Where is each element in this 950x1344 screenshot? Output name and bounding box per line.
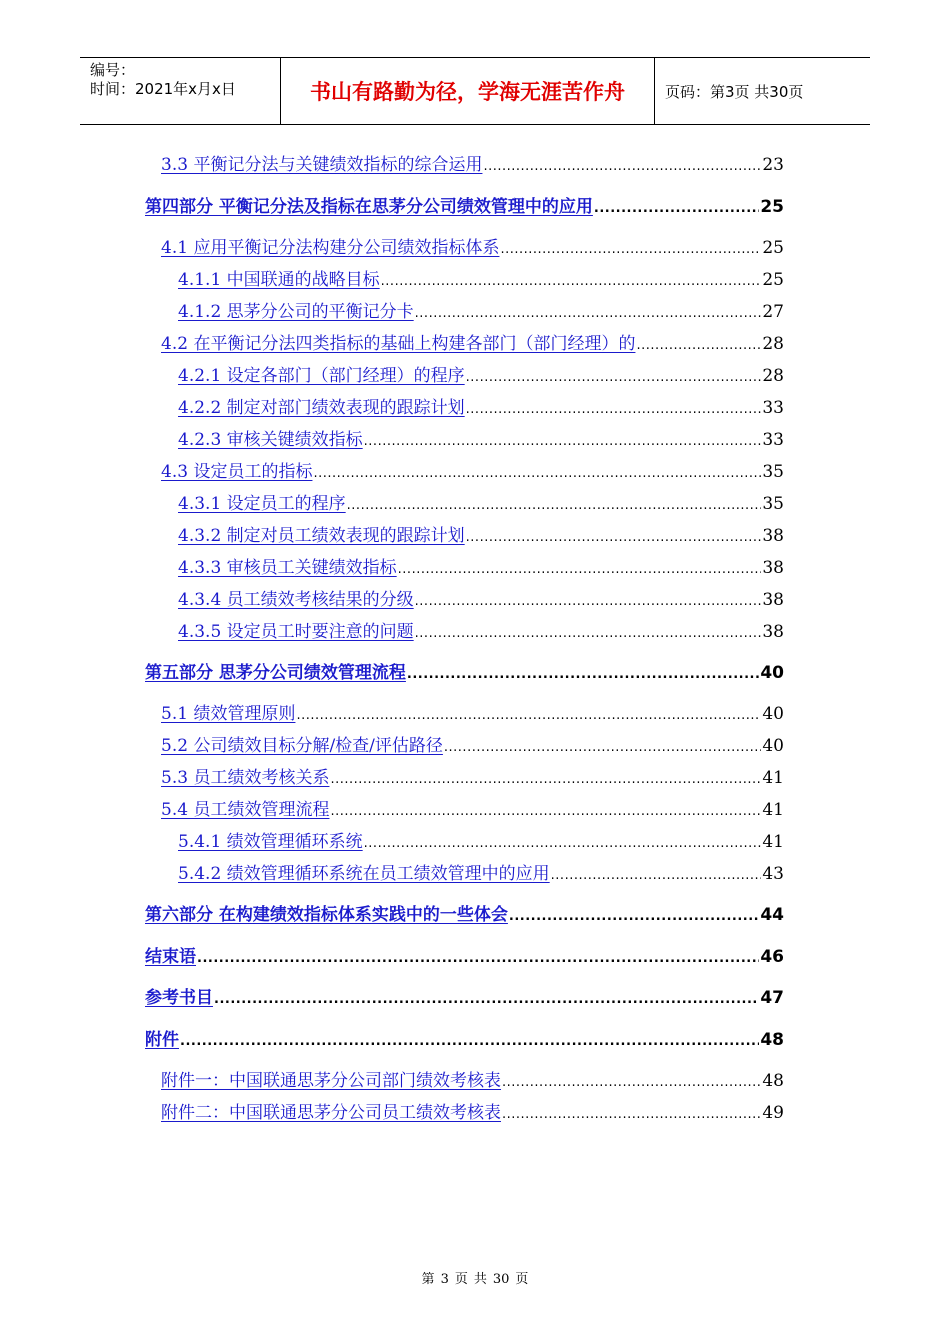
toc-entry[interactable] xyxy=(145,987,784,1011)
toc-dot-leader xyxy=(415,303,762,325)
toc-entry[interactable] xyxy=(178,493,784,517)
toc-dot-leader xyxy=(509,906,759,928)
toc-dot-leader xyxy=(347,495,762,517)
toc-entry[interactable] xyxy=(161,154,784,178)
toc-entry-page: 49 xyxy=(762,1103,784,1123)
toc-dot-leader xyxy=(500,239,761,261)
toc-entry-title[interactable]: 4.3.1 设定员工的程序 xyxy=(178,494,346,514)
number-label: 编号： xyxy=(90,61,136,79)
toc-entry-page: 28 xyxy=(762,366,784,386)
toc-dot-leader xyxy=(415,591,762,613)
toc-dot-leader xyxy=(364,431,762,453)
toc-entry-title[interactable]: 5.4.1 绩效管理循环系统 xyxy=(178,832,363,852)
toc-entry[interactable] xyxy=(161,1102,784,1126)
toc-entry-title[interactable]: 4.2.1 设定各部门（部门经理）的程序 xyxy=(178,366,465,386)
footer-suffix: 页 xyxy=(515,1272,529,1287)
toc-entry-title[interactable]: 4.3.3 审核员工关键绩效指标 xyxy=(178,558,397,578)
toc-dot-leader xyxy=(407,664,759,686)
toc-entry-title[interactable]: 附件 xyxy=(145,1030,179,1050)
toc-entry-title[interactable]: 附件二：中国联通思茅分公司员工绩效考核表 xyxy=(161,1103,501,1123)
toc-entry-title[interactable]: 结束语 xyxy=(145,947,196,967)
toc-dot-leader xyxy=(483,156,761,178)
toc-entry-page: 48 xyxy=(762,1071,784,1091)
toc-dot-leader xyxy=(551,865,762,887)
toc-entry[interactable] xyxy=(161,333,784,357)
toc-entry-page: 35 xyxy=(762,494,784,514)
toc-entry-title[interactable]: 4.1.2 思茅分公司的平衡记分卡 xyxy=(178,302,414,322)
toc-entry-page: 25 xyxy=(762,238,784,258)
toc-entry-title[interactable]: 4.3.2 制定对员工绩效表现的跟踪计划 xyxy=(178,526,465,546)
toc-entry[interactable] xyxy=(161,799,784,823)
toc-entry[interactable] xyxy=(161,735,784,759)
toc-entry-title[interactable]: 第六部分 在构建绩效指标体系实践中的一些体会 xyxy=(145,905,508,925)
toc-entry-title[interactable]: 3.3 平衡记分法与关键绩效指标的综合运用 xyxy=(161,155,483,175)
toc-entry-title[interactable]: 4.3.4 员工绩效考核结果的分级 xyxy=(178,590,414,610)
toc-dot-leader xyxy=(296,705,761,727)
document-header xyxy=(80,57,870,125)
toc-entry-page: 40 xyxy=(762,736,784,756)
toc-entry-title[interactable]: 第四部分 平衡记分法及指标在思茅分公司绩效管理中的应用 xyxy=(145,197,593,217)
toc-entry[interactable] xyxy=(178,301,784,325)
toc-entry[interactable] xyxy=(178,589,784,613)
toc-entry-page: 48 xyxy=(760,1030,784,1050)
toc-entry-title[interactable]: 第五部分 思茅分公司绩效管理流程 xyxy=(145,663,406,683)
toc-entry-page: 35 xyxy=(762,462,784,482)
toc-entry[interactable] xyxy=(178,397,784,421)
toc-entry[interactable] xyxy=(178,863,784,887)
toc-entry-title[interactable]: 5.3 员工绩效考核关系 xyxy=(161,768,330,788)
toc-dot-leader xyxy=(466,399,762,421)
toc-entry-page: 41 xyxy=(762,800,784,820)
toc-entry-title[interactable]: 4.1.1 中国联通的战略目标 xyxy=(178,270,380,290)
toc-entry-page: 33 xyxy=(762,430,784,450)
toc-entry-title[interactable]: 5.1 绩效管理原则 xyxy=(161,704,296,724)
footer-mid1: 页 xyxy=(454,1272,468,1287)
toc-entry-page: 38 xyxy=(762,558,784,578)
toc-dot-leader xyxy=(502,1072,761,1094)
toc-entry-page: 43 xyxy=(762,864,784,884)
toc-entry-title[interactable]: 4.3.5 设定员工时要注意的问题 xyxy=(178,622,414,642)
toc-entry[interactable] xyxy=(178,429,784,453)
footer-mid2: 共 xyxy=(473,1272,487,1287)
toc-entry-title[interactable]: 附件一：中国联通思茅分公司部门绩效考核表 xyxy=(161,1071,501,1091)
toc-entry[interactable] xyxy=(178,557,784,581)
toc-dot-leader xyxy=(381,271,762,293)
toc-entry[interactable] xyxy=(178,831,784,855)
toc-entry-title[interactable]: 5.4 员工绩效管理流程 xyxy=(161,800,330,820)
toc-dot-leader xyxy=(364,833,762,855)
toc-dot-leader xyxy=(594,198,759,220)
toc-entry[interactable] xyxy=(145,196,784,220)
toc-dot-leader xyxy=(502,1104,761,1126)
toc-entry[interactable] xyxy=(161,767,784,791)
toc-entry[interactable] xyxy=(161,237,784,261)
page-footer xyxy=(0,1268,950,1287)
toc-entry-page: 25 xyxy=(760,197,784,217)
toc-entry-page: 40 xyxy=(760,663,784,683)
toc-dot-leader xyxy=(398,559,762,581)
toc-dot-leader xyxy=(214,989,759,1011)
header-page-info: 页码：第3页 共30页 xyxy=(665,82,804,101)
toc-dot-leader xyxy=(636,335,761,357)
header-motto: 书山有路勤为径，学海无涯苦作舟 xyxy=(281,58,655,124)
time-label: 时间：2021年x月x日 xyxy=(90,80,236,98)
toc-dot-leader xyxy=(197,948,759,970)
toc-entry-title[interactable]: 5.4.2 绩效管理循环系统在员工绩效管理中的应用 xyxy=(178,864,550,884)
toc-dot-leader xyxy=(466,527,762,549)
toc-entry[interactable] xyxy=(145,1029,784,1053)
toc-entry-page: 41 xyxy=(762,768,784,788)
toc-dot-leader xyxy=(444,737,761,759)
footer-total: 30 xyxy=(492,1272,510,1287)
toc-entry-title[interactable]: 5.2 公司绩效目标分解/检查/评估路径 xyxy=(161,736,443,756)
toc-entry-page: 38 xyxy=(762,590,784,610)
toc-entry-page: 44 xyxy=(760,905,784,925)
toc-entry-page: 28 xyxy=(762,334,784,354)
toc-entry-page: 25 xyxy=(762,270,784,290)
toc-entry[interactable] xyxy=(178,525,784,549)
toc-entry[interactable] xyxy=(178,365,784,389)
toc-entry-page: 38 xyxy=(762,526,784,546)
toc-entry-title[interactable]: 4.2 在平衡记分法四类指标的基础上构建各部门（部门经理）的 xyxy=(161,334,636,354)
footer-page: 3 xyxy=(440,1272,449,1287)
header-meta xyxy=(80,58,281,124)
toc-entry-page: 27 xyxy=(762,302,784,322)
toc-entry-title[interactable]: 4.1 应用平衡记分法构建分公司绩效指标体系 xyxy=(161,238,500,258)
toc-entry[interactable] xyxy=(145,904,784,928)
toc-entry-page: 38 xyxy=(762,622,784,642)
footer-prefix: 第 xyxy=(421,1272,435,1287)
toc-entry-page: 33 xyxy=(762,398,784,418)
toc-dot-leader xyxy=(330,801,761,823)
toc-entry-page: 23 xyxy=(762,155,784,175)
toc-entry-page: 47 xyxy=(760,988,784,1008)
toc-entry-title[interactable]: 4.2.2 制定对部门绩效表现的跟踪计划 xyxy=(178,398,465,418)
toc-dot-leader xyxy=(466,367,762,389)
toc-dot-leader xyxy=(415,623,762,645)
toc-entry-title[interactable]: 参考书目 xyxy=(145,988,213,1008)
toc-dot-leader xyxy=(330,769,761,791)
toc-entry[interactable] xyxy=(161,1070,784,1094)
toc-entry[interactable] xyxy=(178,621,784,645)
toc-dot-leader xyxy=(180,1031,759,1053)
toc-entry[interactable] xyxy=(145,662,784,686)
toc-entry[interactable] xyxy=(161,461,784,485)
toc-entry-title[interactable]: 4.2.3 审核关键绩效指标 xyxy=(178,430,363,450)
toc-entry[interactable] xyxy=(161,703,784,727)
toc-entry[interactable] xyxy=(145,946,784,970)
toc-entry-page: 46 xyxy=(760,947,784,967)
toc-dot-leader xyxy=(313,463,761,485)
toc-entry-page: 40 xyxy=(762,704,784,724)
toc-entry-page: 41 xyxy=(762,832,784,852)
toc-entry[interactable] xyxy=(178,269,784,293)
toc-entry-title[interactable]: 4.3 设定员工的指标 xyxy=(161,462,313,482)
